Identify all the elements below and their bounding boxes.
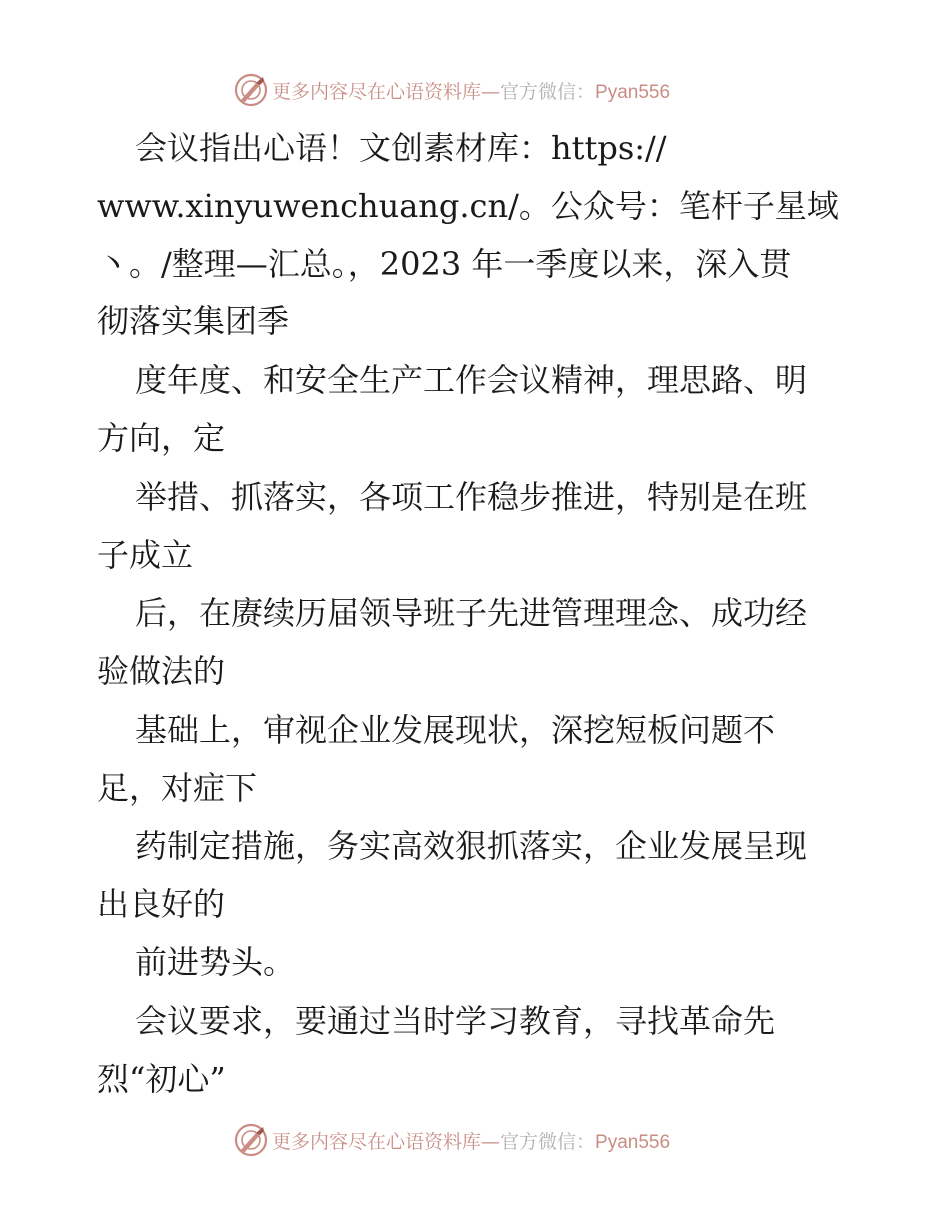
- body-line: 度年度、和安全生产工作会议精神，理思路、明: [135, 361, 808, 399]
- footer-brand-text: 更多内容尽在心语资料库: [272, 1130, 482, 1153]
- body-line: 足，对症下: [97, 769, 258, 807]
- body-line: 出良好的: [97, 885, 226, 923]
- body-line: 后，在赓续历届领导班子先进管理理念、成功经: [135, 594, 808, 632]
- body-line: 方向，定: [97, 419, 226, 457]
- footer-wechat-id: Pyan556: [595, 1131, 671, 1153]
- pen-logo-icon: [234, 1123, 268, 1157]
- body-line: 举措、抓落实，各项工作稳步推进，特别是在班: [135, 478, 808, 516]
- body-line: 基础上，审视企业发展现状，深挖短板问题不: [135, 711, 776, 749]
- body-line: 药制定措施，务实高效狠抓落实，企业发展呈现: [135, 827, 808, 865]
- header-wechat-id: Pyan556: [595, 81, 671, 103]
- body-line: 验做法的: [97, 652, 226, 690]
- body-line: 彻落实集团季: [97, 302, 290, 340]
- body-line: www.xinyuwenchuang.cn/。公众号：笔杆子星域: [97, 187, 839, 225]
- body-line: 子成立: [97, 536, 194, 574]
- footer-banner: [234, 1122, 670, 1158]
- header-official-label: 官方微信：: [500, 80, 596, 103]
- header-brand-text: 更多内容尽在心语资料库: [272, 80, 482, 103]
- header-dash: —: [481, 80, 501, 103]
- body-line: 会议要求，要通过当时学习教育，寻找革命先: [135, 1002, 776, 1040]
- body-line: 前进势头。: [135, 943, 296, 981]
- body-line: 烈“初心”: [97, 1060, 226, 1098]
- footer-banner-text: [272, 1127, 670, 1154]
- body-line: 丶。/整理—汇总。，2023 年一季度以来，深入贯: [97, 245, 792, 283]
- footer-official-label: 官方微信：: [500, 1130, 596, 1153]
- body-line: 会议指出心语！文创素材库：https://: [135, 129, 667, 167]
- footer-dash: —: [481, 1130, 501, 1153]
